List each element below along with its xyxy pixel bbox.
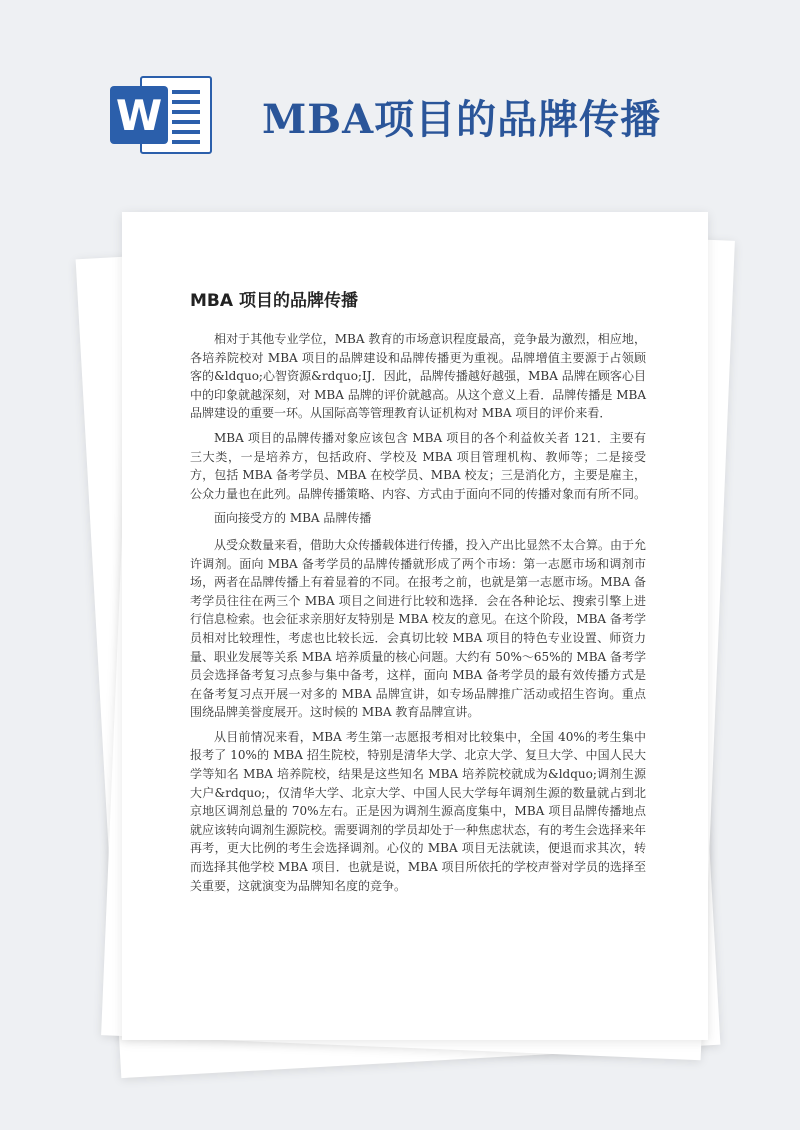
document-body: [190, 330, 646, 901]
paragraph-current-situation: 从目前情况来看，MBA 考生第一志愿报考相对比较集中，全国 40%的考生集中报考了 10%的 MBA 招生院校，特别是清华大学、北京大学、复旦大学、中国人民大学等知名 MBA 培养院校，结果是这些知名 MBA 培养院校就成为&ldquo;调剂生源大户&rdquo;，仅清华大学、北京大学、中国人民大学每年调剂生源的数量就占到北京地区调剂总量的 70%左右。正是因为调剂生源高度集中，MBA 项目品牌传播地点就应该转向调剂生源院校。需要调剂的学员却处于一种焦虑状态，有的考生会选择来年再考，更大比例的考生会选择调剂。心仪的 MBA 项目无法就读，便退而求其次，转而选择其他学校 MBA 项目．也就是说，MBA 项目所依托的学校声誉对学员的选择至关重要，这就演变为品牌知名度的竞争。: [190, 729, 647, 893]
word-app-icon: [110, 72, 214, 158]
banner-title: MBA项目的品牌传播: [262, 96, 662, 143]
document-heading: MBA 项目的品牌传播: [190, 291, 358, 311]
paragraph-intro: 相对于其他专业学位，MBA 教育的市场意识程度最高，竞争最为激烈，相应地，各培养院校对 MBA 项目的品牌建设和品牌传播更为重视。品牌增值主要源于占领顾客的&ldquo;心智资源&rdquo;IJ．因此，品牌传播越好越强，MBA 品牌在顾客心目中的印象就越深刻，对 MBA 品牌的评价就越高。从这个意义上看．品牌传播是 MBA 品牌建设的重要一环。从国际高等管理教育认证机构对 MBA 项目的评价来看．: [190, 332, 646, 421]
paragraph-stakeholders: MBA 项目的品牌传播对象应该包含 MBA 项目的各个利益攸关者 121．主要有三大类，一是培养方，包括政府、学校及 MBA 项目管理机构、教师等；二是接受方，包括 MBA 备考学员、MBA 在校学员、MBA 校友；三是消化方，主要是雇主，公众力量也在此列。品牌传播策略、内容、方式由于面向不同的传播对象而有所不同。: [190, 430, 647, 501]
paragraph-audience: 从受众数量来看，借助大众传播载体进行传播，投入产出比显然不太合算。由于允许调剂。面向 MBA 备考学员的品牌传播就形成了两个市场：第一志愿市场和调剂市场，两者在品牌传播上有着显着的不同。在报考之前，也就是第一志愿市场。MBA 备考学员往往在两三个 MBA 项目之间进行比较和选择．会在各种论坛、搜索引擎上进行信息检索。也会征求亲朋好友特别是 MBA 校友的意见。在这个阶段，MBA 备考学员相对比较理性，考虑也比较长远．会真切比较 MBA 项目的特色专业设置、师资力量、职业发展等关系 MBA 培养质量的核心问题。大约有 50%～65%的 MBA 备考学员会选择备考复习点参与集中备考，这样，面向 MBA 备考学员的最有效传播方式是在备考复习点开展一对多的 MBA 品牌宣讲，如专场品牌推广活动或招生咨询。重点围绕品牌美誉度展开。这时候的 MBA 教育品牌宣讲。: [190, 537, 647, 720]
section-subheading: 面向接受方的 MBA 品牌传播: [214, 511, 372, 526]
word-letter-badge: W: [110, 86, 168, 144]
